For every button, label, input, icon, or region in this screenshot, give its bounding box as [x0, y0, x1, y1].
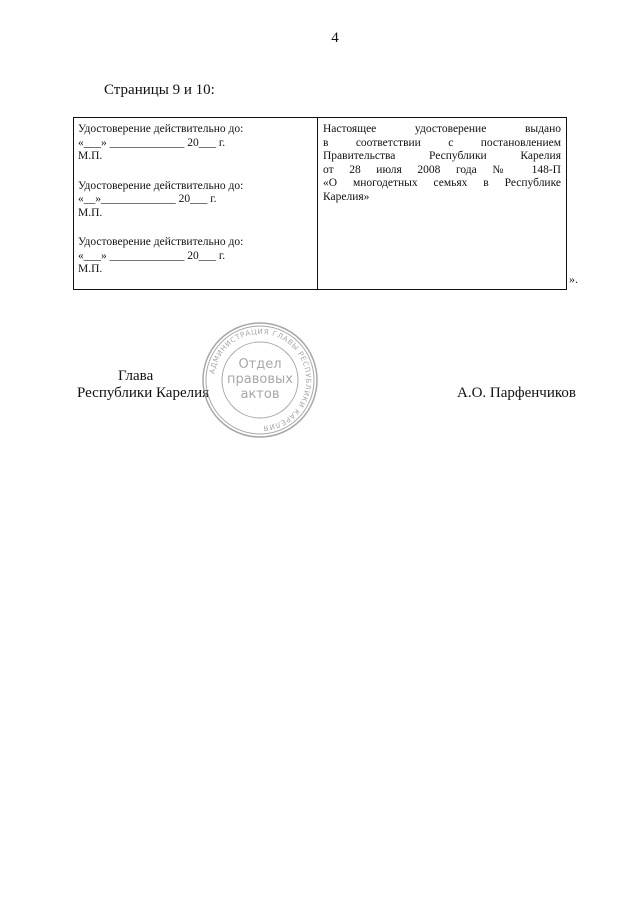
svg-text:Отдел: Отдел: [238, 357, 282, 372]
validity-label: Удостоверение действительно до:: [78, 236, 244, 248]
seal-mark: М.П.: [78, 206, 103, 219]
certificate-validity-column: [74, 118, 318, 289]
certificate-table: [73, 117, 567, 290]
closing-quote: ».: [569, 272, 578, 286]
issued-text-line: в соответствии с постановлением: [323, 136, 561, 149]
seal-mark: М.П.: [78, 263, 103, 275]
validity-date-line: «___» _____________ 20___ г.: [78, 249, 226, 262]
issued-text-line: Настоящее удостоверение выдано: [323, 123, 561, 135]
validity-date-line: «__»_____________ 20___ г.: [78, 193, 217, 205]
svg-text:правовых: правовых: [227, 372, 293, 387]
page-number: 4: [331, 30, 339, 46]
validity-block: [78, 236, 313, 277]
issued-text-line: от 28 июля 2008 года № 148-П: [323, 163, 561, 176]
issued-text-line: Правительства Республики Карелия: [323, 150, 561, 162]
signature-name: А.О. Парфенчиков: [457, 385, 576, 401]
signature-title-line2: Республики Карелия: [77, 385, 210, 401]
issued-text-line-last: Карелия»: [323, 190, 370, 203]
validity-label: Удостоверение действительно до:: [78, 179, 244, 192]
validity-label: Удостоверение действительно до:: [78, 123, 244, 135]
svg-text:АДМИНИСТРАЦИЯ ГЛАВЫ РЕСПУБЛИКИ: АДМИНИСТРАЦИЯ ГЛАВЫ РЕСПУБЛИКИ КАРЕЛИЯ: [207, 326, 314, 433]
signature-title-line1: Глава: [118, 368, 154, 384]
pages-heading: Страницы 9 и 10:: [104, 82, 215, 98]
issued-text-line: «О многодетных семьях в Республике: [323, 177, 561, 189]
validity-block: [78, 123, 313, 164]
validity-block: [78, 180, 313, 221]
seal-mark: М.П.: [78, 150, 103, 162]
certificate-issued-column: [318, 118, 566, 289]
validity-date-line: «___» _____________ 20___ г.: [78, 136, 226, 149]
svg-text:актов: актов: [240, 387, 280, 402]
seal-stamp-icon: [200, 320, 320, 440]
